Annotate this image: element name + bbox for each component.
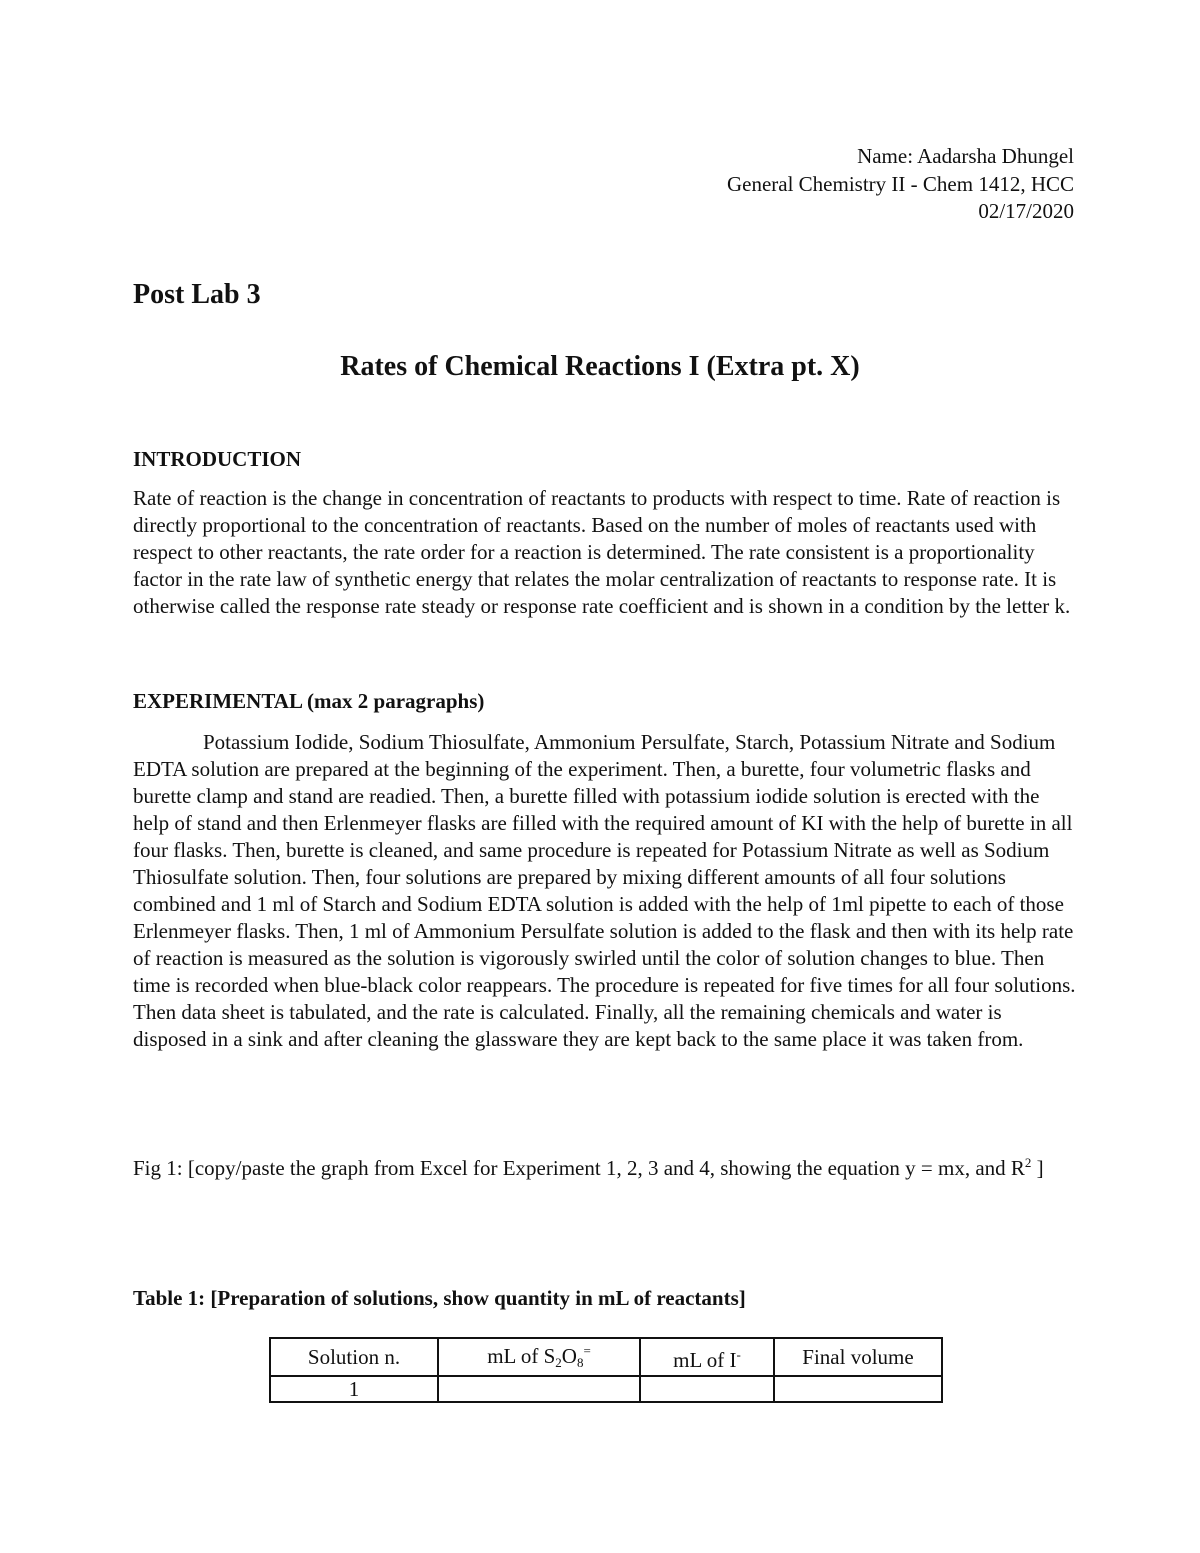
- table-cell: [774, 1376, 942, 1402]
- document-subtitle: Rates of Chemical Reactions I (Extra pt. X): [340, 351, 860, 382]
- table-header-row: [270, 1338, 942, 1376]
- persulfate-oxygen: O: [561, 1344, 577, 1368]
- figure-caption: [133, 1149, 1078, 1182]
- table-caption: Table 1: [Preparation of solutions, show quantity in mL of reactants]: [133, 1286, 746, 1310]
- document-title: Post Lab 3: [133, 279, 261, 310]
- course-name: General Chemistry II - Chem 1412, HCC: [726, 171, 1074, 196]
- figure-caption-text: Fig 1: [copy/paste the graph from Excel for Experiment 1, 2, 3 and 4, showing the equation y = mx, and R: [133, 1156, 1025, 1180]
- experimental-body: Potassium Iodide, Sodium Thiosulfate, Ammonium Persulfate, Starch, Potassium Nitrate and Sodium EDTA solution are prepared at the beginning of the experiment. Then, a burette, four volumetric flasks and burette clamp and stand are readied. Then, a burette filled with potassium iodide solution is erected with the help of stand and then Erlenmeyer flasks are filled with the required amount of KI with the help of burette in all four flasks. Then, burette is cleaned, and same procedure is repeated for Potassium Nitrate as well as Sodium Thiosulfate solution. Then, four solutions are prepared by mixing different amounts of all four solutions combined and 1 ml of Starch and Sodium EDTA solution is added with the help of 1ml pipette to each of those Erlenmeyer flasks. Then, 1 ml of Ammonium Persulfate solution is added to the flask and then with its help rate of reaction is measured as the solution is vigorously swirled until the color of solution changes to blue. Then time is recorded when blue-black color reappears. The procedure is repeated for five times for all four solutions. Then data sheet is tabulated, and the rate is calculated. Finally, all the remaining chemicals and water is disposed in a sink and after cleaning the glassware they are kept back to the same place it was taken from.: [133, 730, 1076, 1051]
- table-cell: 1: [270, 1376, 438, 1402]
- header-persulfate-volume: [438, 1338, 640, 1376]
- figure-caption-superscript: 2: [1024, 1155, 1032, 1170]
- table-cell: [438, 1376, 640, 1402]
- author-info-block: [727, 143, 1074, 226]
- persulfate-subscript-2: 8: [576, 1355, 584, 1370]
- introduction-body: Rate of reaction is the change in concentration of reactants to products with respect to time. Rate of reaction is directly proportional to the concentration of reactants. Based on the number of moles of reactants used with respect to other reactants, the rate order for a reaction is determined. The rate consistent is a proportionality factor in the rate law of synthetic energy that relates the molar centralization of reactants to response rate. It is otherwise called the response rate steady or response rate coefficient and is shown in a condition by the letter k.: [133, 486, 1071, 618]
- persulfate-subscript-1: 2: [555, 1355, 562, 1370]
- table-cell: [640, 1376, 774, 1402]
- header-iodide-volume: [640, 1338, 774, 1376]
- header-solution-number: Solution n.: [270, 1338, 438, 1376]
- figure-caption-end: ]: [1031, 1156, 1044, 1180]
- persulfate-charge: =: [583, 1343, 591, 1358]
- report-date: 02/17/2020: [978, 199, 1074, 223]
- introduction-heading: INTRODUCTION: [133, 447, 302, 471]
- solutions-table: [269, 1337, 943, 1403]
- header-final-volume: Final volume: [774, 1338, 942, 1376]
- iodide-charge: -: [736, 1346, 741, 1362]
- table-row: [270, 1376, 942, 1402]
- persulfate-label: mL of S: [487, 1344, 556, 1368]
- author-name: Name: Aadarsha Dhungel: [857, 144, 1074, 168]
- experimental-heading: EXPERIMENTAL (max 2 paragraphs): [133, 689, 485, 713]
- iodide-label: mL of I: [673, 1347, 737, 1372]
